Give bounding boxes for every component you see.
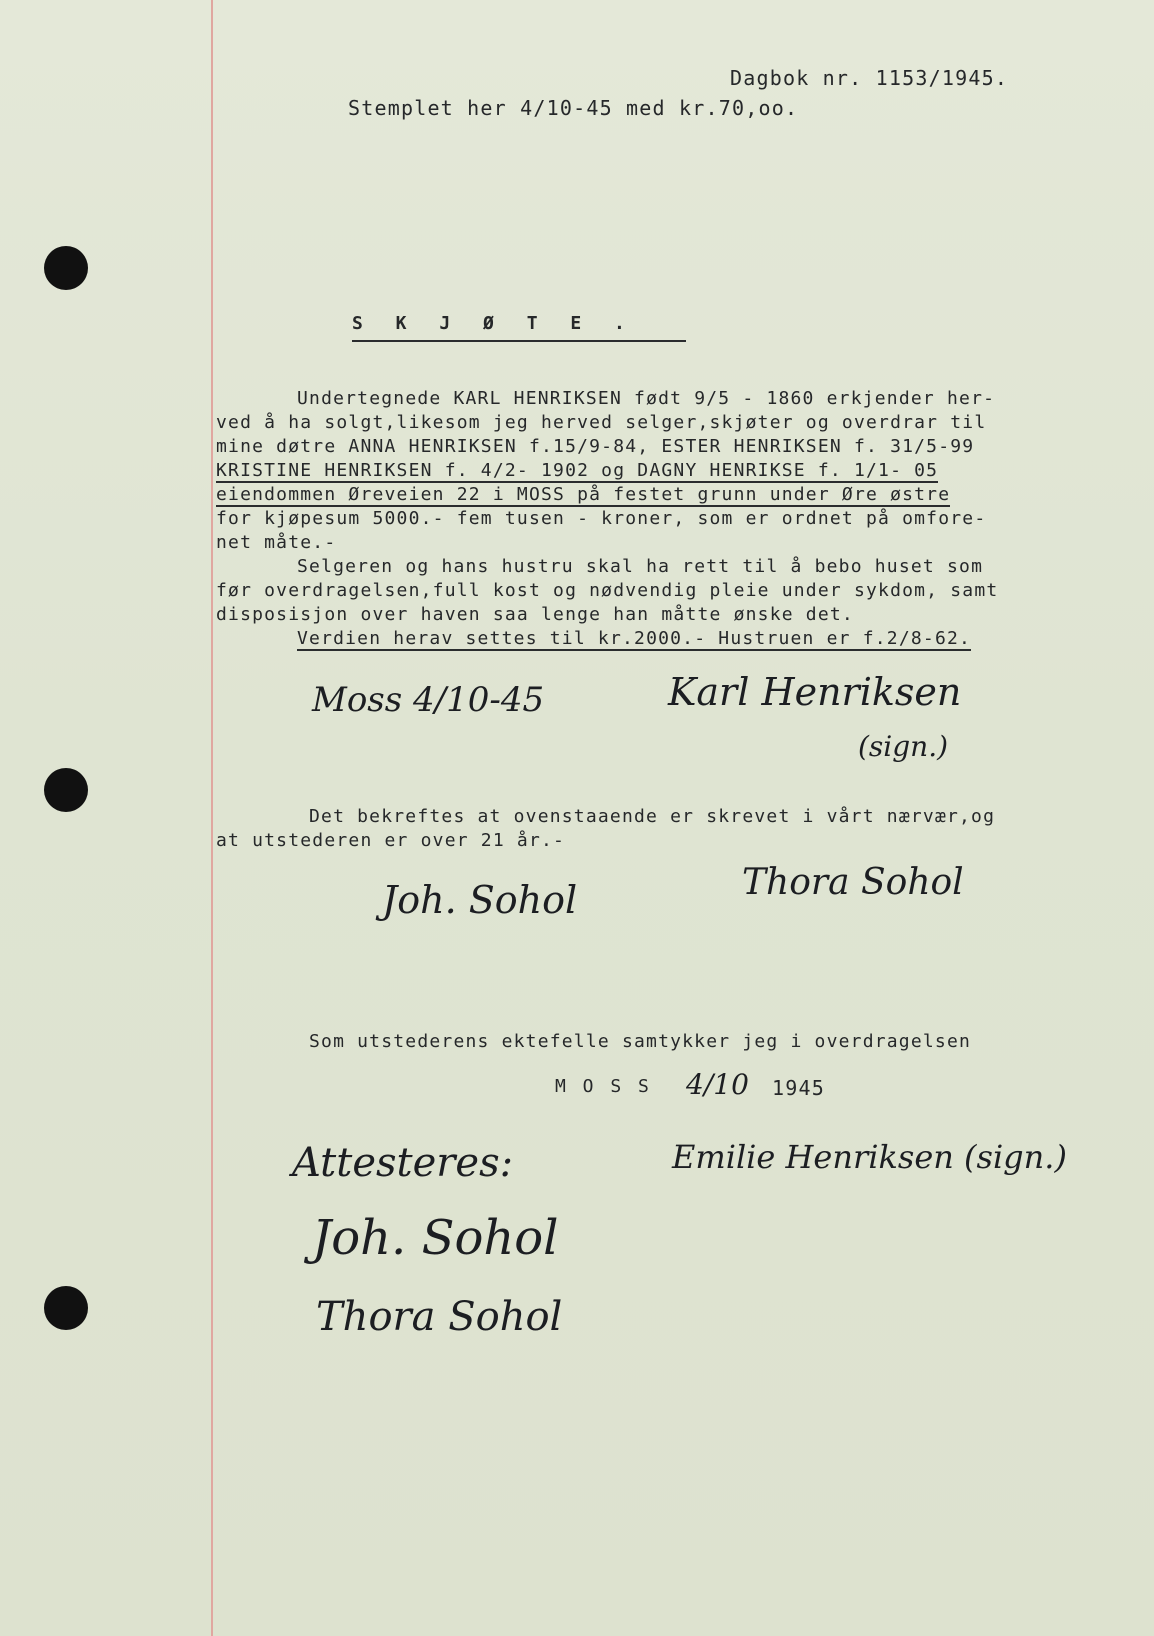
witness-text: Det bekreftes at ovenstaaende er skrevet i vårt nærvær,og <box>309 806 996 827</box>
signed-note: (sign.) <box>858 730 949 763</box>
consent-place: M O S S <box>555 1076 652 1097</box>
consent-year: 1945 <box>772 1076 825 1100</box>
body-line: for kjøpesum 5000.- fem tusen - kroner, som er ordnet på omfore- <box>216 508 987 529</box>
dagbok-number: Dagbok nr. 1153/1945. <box>730 66 1009 90</box>
body-line: Verdien herav settes til kr.2000.- Hustruen er f.2/8-62. <box>297 628 972 649</box>
consent-text: Som utstederens ektefelle samtykker jeg i overdragelsen <box>309 1031 972 1052</box>
signature-karl-henriksen: Karl Henriksen <box>668 670 962 714</box>
body-line: disposisjon over haven saa lenge han måtte ønske det. <box>216 604 854 625</box>
stamp-line: Stemplet her 4/10-45 med kr.70,oo. <box>348 96 799 120</box>
document-title: S K J Ø T E . <box>352 313 686 342</box>
body-line: før overdragelsen,full kost og nødvendig pleie under sykdom, samt <box>216 580 999 601</box>
punch-hole <box>44 1286 88 1330</box>
body-line: KRISTINE HENRIKSEN f. 4/2- 1902 og DAGNY HENRIKSE f. 1/1- 05 <box>216 460 939 481</box>
consent-date-handwritten: 4/10 <box>686 1068 749 1101</box>
body-line: eiendommen Øreveien 22 i MOSS på festet grunn under Øre østre <box>216 484 951 505</box>
witness-signature: Thora Sohol <box>742 862 964 903</box>
attest-signature: Joh. Sohol <box>312 1210 559 1266</box>
attest-signature: Thora Sohol <box>316 1294 563 1340</box>
witness-text: at utstederen er over 21 år.- <box>216 830 566 851</box>
witness-signature: Joh. Sohol <box>382 878 578 922</box>
margin-line <box>211 0 213 1636</box>
body-line: net måte.- <box>216 532 337 553</box>
place-date-handwritten: Moss 4/10-45 <box>312 680 545 720</box>
body-line: Undertegnede KARL HENRIKSEN født 9/5 - 1860 erkjender her- <box>297 388 996 409</box>
signature-emilie-henriksen: Emilie Henriksen (sign.) <box>672 1138 1067 1176</box>
punch-hole <box>44 768 88 812</box>
attest-label: Attesteres: <box>292 1140 514 1186</box>
punch-hole <box>44 246 88 290</box>
body-line: mine døtre ANNA HENRIKSEN f.15/9-84, ESTER HENRIKSEN f. 31/5-99 <box>216 436 975 457</box>
body-line: Selgeren og hans hustru skal ha rett til å bebo huset som <box>297 556 984 577</box>
body-line: ved å ha solgt,likesom jeg herved selger,skjøter og overdrar til <box>216 412 987 433</box>
